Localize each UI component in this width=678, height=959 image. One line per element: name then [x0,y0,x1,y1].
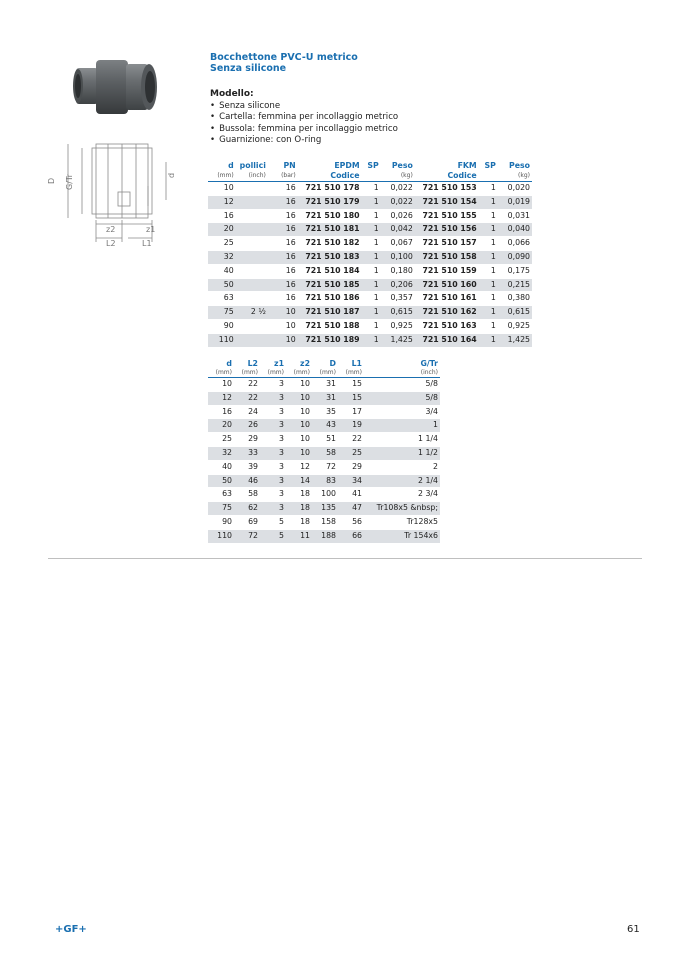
table-cell: 83 [312,474,338,488]
table-cell: 22 [234,378,260,392]
table-row [208,502,440,516]
unit-z1: (mm) [260,369,286,378]
table-cell: 16 [268,264,298,278]
table-cell: 12 [208,195,236,209]
table-row [208,306,532,320]
table-cell: 29 [234,433,260,447]
table-cell: 32 [208,250,236,264]
table-cell: 32 [208,446,234,460]
table-cell: 721 510 154 [415,195,479,209]
table-cell: 39 [234,460,260,474]
table-cell: 721 510 158 [415,250,479,264]
table-cell: 721 510 182 [298,237,362,251]
table-cell: 40 [208,460,234,474]
table-row [208,474,440,488]
table-cell: 18 [286,515,312,529]
table-cell: 1 [362,223,381,237]
table-cell: 16 [208,209,236,223]
table-cell: 0,090 [498,250,532,264]
table-cell: 0,022 [381,195,415,209]
table-cell: 721 510 181 [298,223,362,237]
col-header-d: d [226,359,232,368]
table-cell: 34 [338,474,364,488]
table-cell: 721 510 183 [298,250,362,264]
model-heading: Modello: [210,89,254,99]
dimensions-table-container [208,359,440,544]
table-cell: 56 [338,515,364,529]
col-header-peso: Peso [391,161,413,170]
table-cell [236,195,268,209]
table-cell: 90 [208,515,234,529]
table-cell: 721 510 189 [298,333,362,347]
table-cell: 0,380 [498,292,532,306]
table-cell: 46 [234,474,260,488]
table-row [208,319,532,333]
table-cell: 11 [286,529,312,543]
table-cell: 0,215 [498,278,532,292]
unit-peso2: (kg) [498,171,532,182]
col-header-sp2: SP [484,161,496,170]
label-z2: z2 [106,225,116,234]
table-cell: 0,925 [381,319,415,333]
table-cell: 100 [312,488,338,502]
table-cell: 18 [286,488,312,502]
table-cell: 721 510 161 [415,292,479,306]
table-cell: 3 [260,488,286,502]
feature-item: • Cartella: femmina per incollaggio metrico [210,112,398,123]
table-cell: 15 [338,391,364,405]
table-cell: 2 ½ [236,306,268,320]
table-cell: 3 [260,433,286,447]
table-cell: 1 [479,250,498,264]
table-cell: 0,175 [498,264,532,278]
table-cell: 1,425 [498,333,532,347]
col-header-l2: L2 [247,359,258,368]
table-cell: 2 3/4 [364,488,440,502]
table-cell [236,333,268,347]
table-cell: 0,031 [498,209,532,223]
table-cell: 72 [312,460,338,474]
unit-d: (mm) [208,369,234,378]
table-cell: 10 [286,433,312,447]
label-G-Tr: G/Tr [65,174,74,190]
label-d: d [167,172,176,178]
table-cell: 22 [338,433,364,447]
table-cell [236,223,268,237]
table-cell: 1 [362,319,381,333]
table-cell: 1 [362,292,381,306]
table-cell: 0,925 [498,319,532,333]
table-cell: 135 [312,502,338,516]
feature-item: • Bussola: femmina per incollaggio metrico [210,124,398,135]
table-cell: 721 510 162 [415,306,479,320]
table-row [208,488,440,502]
table-cell: 3 [260,378,286,392]
table-cell: 10 [208,378,234,392]
section-divider [48,558,642,559]
table-row [208,515,440,529]
col-header-pollici: pollici [239,161,266,170]
table-cell: 0,040 [498,223,532,237]
unit-sp2 [479,171,498,182]
table-cell [236,319,268,333]
table-cell: 12 [286,460,312,474]
table-cell: 721 510 155 [415,209,479,223]
table-cell: 3 [260,419,286,433]
table-cell: 1 [479,292,498,306]
table-row [208,223,532,237]
table-cell: 25 [208,433,234,447]
table-cell: 721 510 179 [298,195,362,209]
table-row [208,182,532,196]
table-cell: 58 [312,446,338,460]
table-cell: 10 [208,182,236,196]
table-cell: 1 [362,278,381,292]
product-photo [70,54,162,120]
table-cell: 66 [338,529,364,543]
table-cell: 72 [234,529,260,543]
table-cell: 3 [260,460,286,474]
table-row [208,460,440,474]
table-cell: 1 [364,419,440,433]
unit-z2: (mm) [286,369,312,378]
label-L1: L1 [142,239,152,248]
table-cell: 16 [268,209,298,223]
table-cell: 721 510 184 [298,264,362,278]
table-cell: 75 [208,306,236,320]
table-cell: 18 [286,502,312,516]
table-cell [236,237,268,251]
table-cell: 10 [268,333,298,347]
table-cell: 0,067 [381,237,415,251]
table-row [208,446,440,460]
table-cell: 41 [338,488,364,502]
table-cell: 75 [208,502,234,516]
table-cell: 721 510 188 [298,319,362,333]
table-cell: 1,425 [381,333,415,347]
table-cell: 16 [268,292,298,306]
unit-d: (mm) [208,171,236,182]
product-title-line2: Senza silicone [210,63,287,74]
table-cell: 16 [268,278,298,292]
table-cell: 50 [208,474,234,488]
table-cell: 1 1/4 [364,433,440,447]
unit-l1: (mm) [338,369,364,378]
table-cell: 1 [479,237,498,251]
table-cell: 721 510 157 [415,237,479,251]
codes-table [208,161,532,348]
table-cell [236,264,268,278]
label-D: D [47,177,56,184]
table-cell: 16 [268,237,298,251]
table-row [208,264,532,278]
table-cell: 1 [362,306,381,320]
table-cell: 1 [362,182,381,196]
table-cell: 29 [338,460,364,474]
feature-list [210,101,398,146]
table-row [208,391,440,405]
table-cell: Tr 154x6 [364,529,440,543]
table-cell: 1 [479,182,498,196]
table-cell: 721 510 163 [415,319,479,333]
table-cell: 1 [479,264,498,278]
table-cell: 1 1/2 [364,446,440,460]
col-header-pn: PN [283,161,296,170]
col-header-epdm-codice: Codice [298,171,362,182]
table-cell: 20 [208,223,236,237]
table-cell: 3 [260,474,286,488]
table-cell: 16 [268,223,298,237]
table-cell: Tr128x5 [364,515,440,529]
table-cell: 5/8 [364,378,440,392]
table-row [208,433,440,447]
table-cell: 1 [362,333,381,347]
table-cell: 43 [312,419,338,433]
table-cell: 10 [286,405,312,419]
table-cell: 47 [338,502,364,516]
table-row [208,278,532,292]
table-cell: 25 [338,446,364,460]
table-cell: 1 [479,195,498,209]
col-header-d: d [228,161,234,170]
table-cell: 1 [362,264,381,278]
unit-l2: (mm) [234,369,260,378]
table-cell: 158 [312,515,338,529]
table-row [208,378,440,392]
table-cell: 0,357 [381,292,415,306]
table-cell: 1 [479,333,498,347]
table-cell: 33 [234,446,260,460]
feature-item: • Senza silicone [210,101,398,112]
col-header-fkm-codice: Codice [415,171,479,182]
table-cell: 24 [234,405,260,419]
table-cell: 721 510 160 [415,278,479,292]
unit-peso: (kg) [381,171,415,182]
table-cell: 0,019 [498,195,532,209]
table-cell: 16 [268,182,298,196]
table-cell: 0,066 [498,237,532,251]
col-header-epdm: EPDM [334,161,360,170]
table-cell: 10 [268,306,298,320]
table-row [208,419,440,433]
table-cell: 1 [362,195,381,209]
table-cell: Tr108x5 &nbsp; [364,502,440,516]
table-cell: 3 [260,502,286,516]
col-header-z2: z2 [300,359,310,368]
table-cell [236,182,268,196]
table-cell: 14 [286,474,312,488]
table-cell: 40 [208,264,236,278]
table-cell: 0,026 [381,209,415,223]
table-cell: 20 [208,419,234,433]
table-cell: 0,206 [381,278,415,292]
table-cell: 31 [312,391,338,405]
table-cell: 22 [234,391,260,405]
table-cell: 90 [208,319,236,333]
table-cell: 3 [260,446,286,460]
table-cell: 3 [260,391,286,405]
table-cell: 69 [234,515,260,529]
codes-table-container [208,161,532,348]
table-cell: 1 [479,209,498,223]
table-cell: 25 [208,237,236,251]
table-cell: 51 [312,433,338,447]
dimensions-table [208,359,440,544]
table-cell: 50 [208,278,236,292]
table-row [208,195,532,209]
table-cell: 5/8 [364,391,440,405]
table-cell: 63 [208,488,234,502]
table-cell: 3 [260,405,286,419]
col-header-fkm: FKM [457,161,477,170]
table-cell: 0,100 [381,250,415,264]
table-cell: 62 [234,502,260,516]
table-cell: 1 [362,250,381,264]
table-cell: 0,042 [381,223,415,237]
table-cell: 1 [479,278,498,292]
table-cell: 2 [364,460,440,474]
table-cell: 63 [208,292,236,306]
table-row [208,405,440,419]
col-header-D: D [329,359,336,368]
table-row [208,209,532,223]
table-cell: 10 [286,378,312,392]
product-title-line1: Bocchettone PVC-U metrico [210,52,358,63]
unit-sp [362,171,381,182]
table-cell: 721 510 164 [415,333,479,347]
table-cell: 2 1/4 [364,474,440,488]
table-cell: 10 [286,391,312,405]
table-cell: 19 [338,419,364,433]
table-cell: 3/4 [364,405,440,419]
gf-logo: +GF+ [55,924,87,935]
table-cell: 1 [479,223,498,237]
col-header-z1: z1 [274,359,284,368]
table-cell: 0,022 [381,182,415,196]
table-row [208,333,532,347]
table-cell: 0,180 [381,264,415,278]
table-cell: 721 510 180 [298,209,362,223]
table-cell: 10 [268,319,298,333]
table-cell: 0,020 [498,182,532,196]
table-cell: 16 [268,250,298,264]
table-cell: 721 510 185 [298,278,362,292]
table-cell: 1 [479,319,498,333]
technical-drawing [48,140,188,250]
label-z1: z1 [146,225,156,234]
table-cell: 35 [312,405,338,419]
table-cell: 110 [208,333,236,347]
table-cell: 12 [208,391,234,405]
table-cell: 0,615 [498,306,532,320]
label-L2: L2 [106,239,116,248]
table-cell: 721 510 187 [298,306,362,320]
table-cell: 26 [234,419,260,433]
table-cell [236,278,268,292]
col-header-peso2: Peso [509,161,530,170]
table-cell: 31 [312,378,338,392]
table-cell: 188 [312,529,338,543]
table-cell: 10 [286,419,312,433]
table-cell: 1 [362,209,381,223]
table-cell: 15 [338,378,364,392]
table-row [208,292,532,306]
table-cell: 1 [479,306,498,320]
table-cell [236,292,268,306]
table-cell [236,250,268,264]
page-number: 61 [627,924,640,935]
table-cell: 721 510 153 [415,182,479,196]
table-cell: 5 [260,515,286,529]
table-cell: 0,615 [381,306,415,320]
table-cell: 16 [268,195,298,209]
table-cell: 10 [286,446,312,460]
unit-pn: (bar) [268,171,298,182]
table-cell: 110 [208,529,234,543]
table-row [208,237,532,251]
table-cell: 721 510 156 [415,223,479,237]
model-description [210,89,398,146]
table-cell: 17 [338,405,364,419]
table-row [208,529,440,543]
unit-pollici: (inch) [236,171,268,182]
table-cell [236,209,268,223]
col-header-sp: SP [367,161,379,170]
table-row [208,250,532,264]
table-cell: 721 510 159 [415,264,479,278]
table-cell: 5 [260,529,286,543]
product-title [210,52,358,74]
feature-item: • Guarnizione: con O-ring [210,135,398,146]
col-header-g-tr: G/Tr [420,359,438,368]
table-cell: 58 [234,488,260,502]
unit-g-tr: (inch) [364,369,440,378]
col-header-l1: L1 [351,359,362,368]
unit-D: (mm) [312,369,338,378]
table-cell: 721 510 178 [298,182,362,196]
table-cell: 16 [208,405,234,419]
table-cell: 721 510 186 [298,292,362,306]
table-cell: 1 [362,237,381,251]
